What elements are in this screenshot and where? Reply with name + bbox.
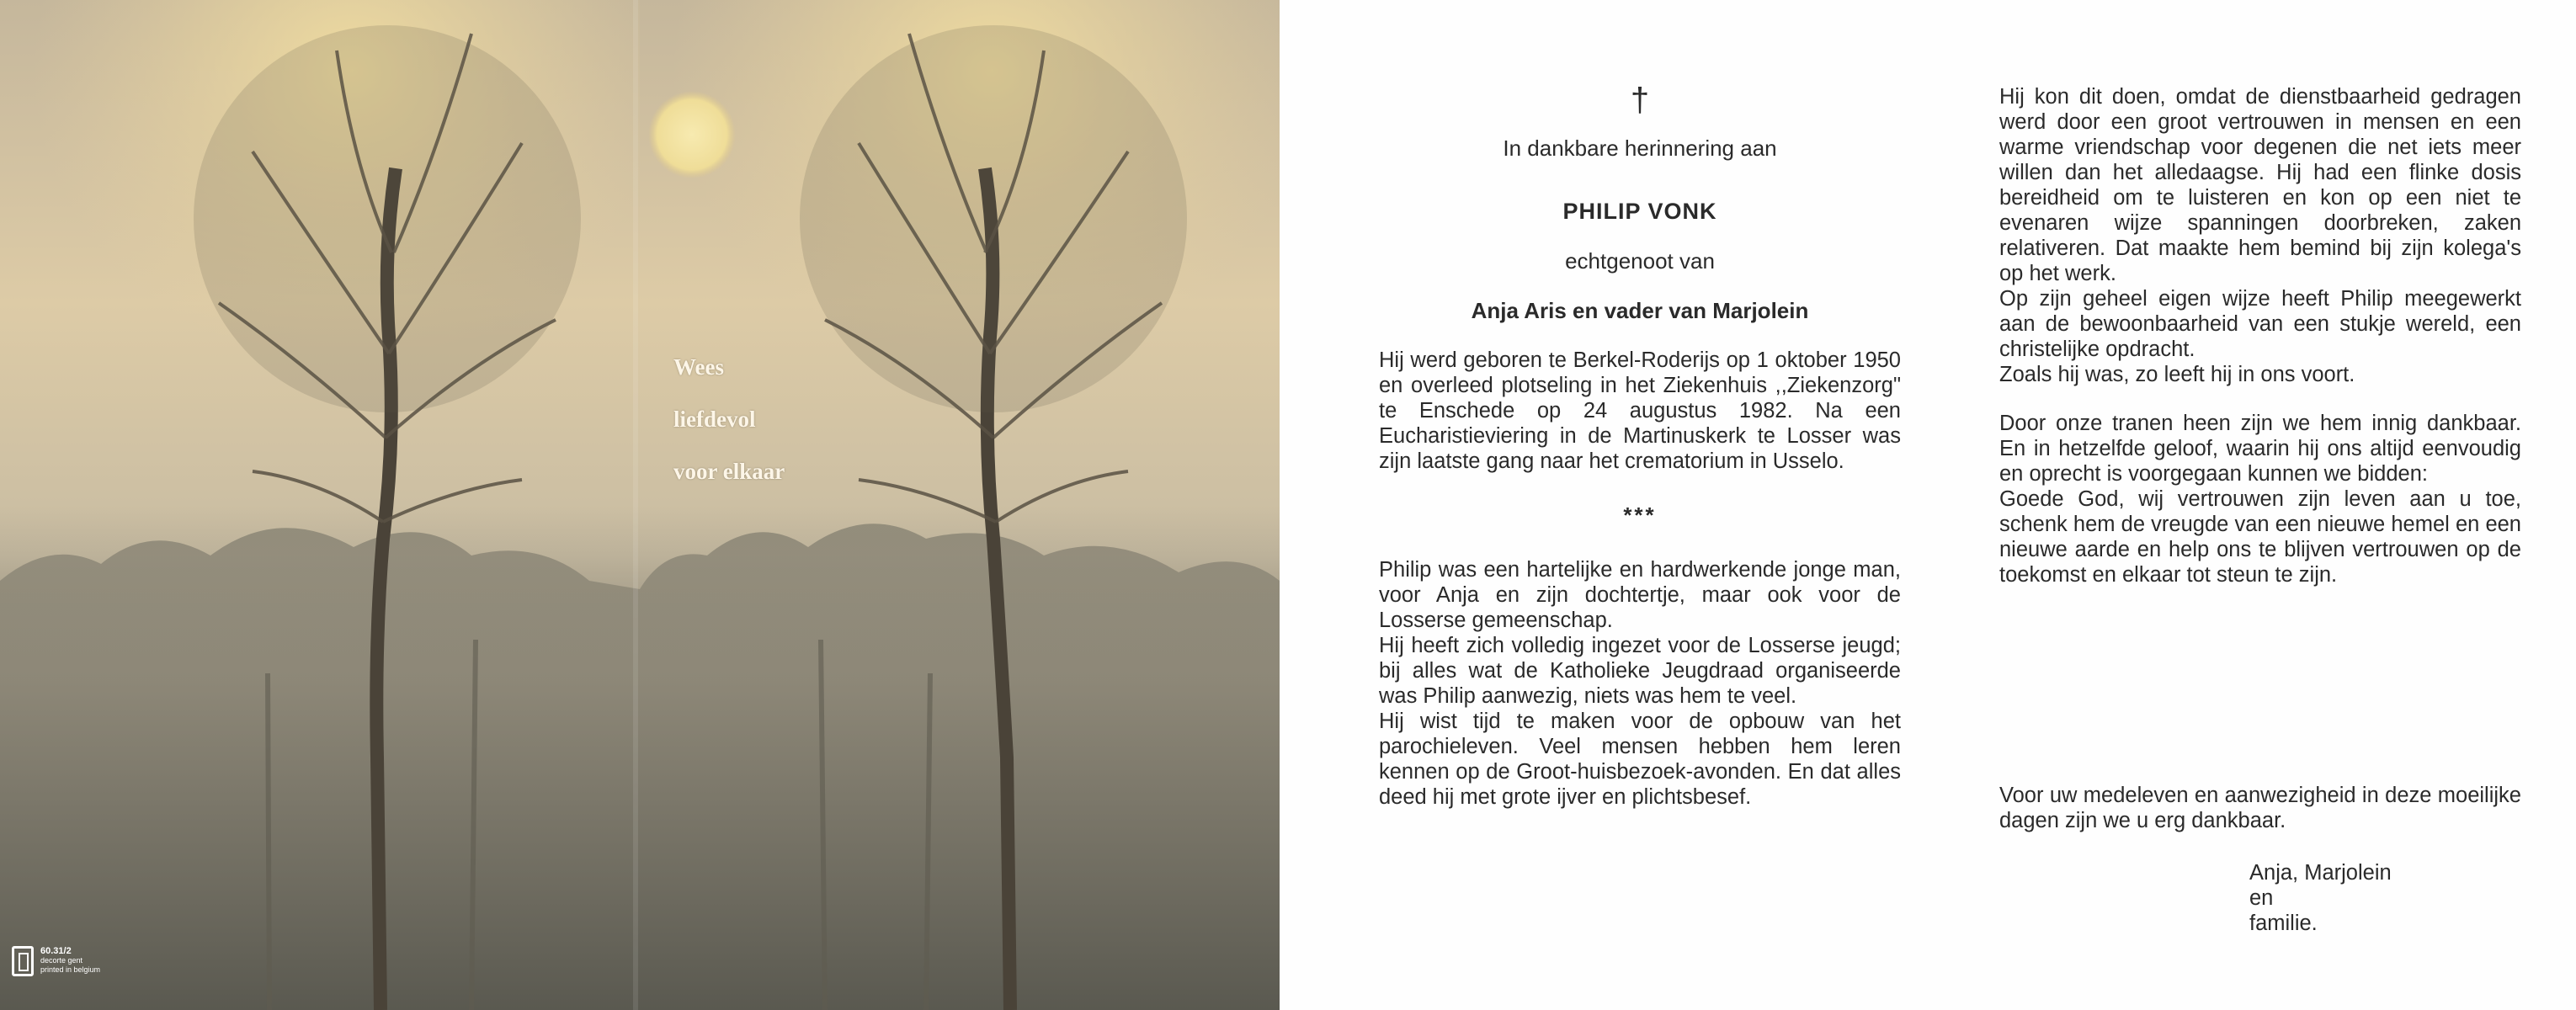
relation-text: echtgenoot van bbox=[1565, 248, 1715, 274]
logo-printed: printed in belgium bbox=[40, 965, 101, 974]
motto-line: Wees bbox=[673, 354, 724, 380]
biography-paragraph: Hij werd geboren te Berkel-Roderijs op 1 oktober 1950 en overleed plotseling in het Ziekenhuis ,,Ziekenzorg" te Enschede op 24 augustus 1982. Na een Eucharistieviering in de Martinuskerk te Losser was zijn laatste gang naar het crematorium in Usselo. bbox=[1379, 348, 1901, 473]
motto-line: liefdevol bbox=[673, 407, 756, 432]
tribute-paragraph bbox=[1379, 557, 1901, 810]
logo-publisher: decorte gent bbox=[40, 956, 83, 965]
motto-line: voor elkaar bbox=[673, 459, 785, 484]
inside-pages bbox=[1280, 0, 2576, 1010]
tribute-line: Hij heeft zich volledig ingezet voor de Losserse jeugd; bij alles wat de Katholieke Jeugdraad organiseerde was Philip aanwezig, niets was hem te veel. bbox=[1379, 634, 1901, 708]
signature-line: familie. bbox=[2249, 912, 2318, 935]
card-fold bbox=[633, 0, 638, 1010]
tribute-line: Hij kon dit doen, omdat de dienstbaarheid gedragen werd door een groot vertrouwen in mensen en een warme vriendschap voor degenen die net iets meer willen dan het alledaagse. Hij had een flinke dosis bereidheid om te luisteren en kon op een niet te evenaren wijze spanningen doorbreken, zaken relativeren. Dat maakte hem bemind bij zijn kolega's op het werk. bbox=[1999, 85, 2521, 285]
cross-icon: † bbox=[1630, 82, 1650, 119]
tribute-line: Zoals hij was, zo leeft hij in ons voort. bbox=[1999, 363, 2355, 386]
tribute-line: Philip was een hartelijke en hardwerkende jonge man, voor Anja en zijn dochtertje, maar ook voor de Losserse gemeenschap. bbox=[1379, 558, 1901, 632]
tribute-continued bbox=[1999, 84, 2521, 387]
spouse-text: Anja Aris en vader van Marjolein bbox=[1471, 298, 1809, 323]
right-column bbox=[1999, 84, 2521, 587]
publisher-logo bbox=[12, 946, 100, 976]
prayer-text: Goede God, wij vertrouwen zijn leven aan u toe, schenk hem de vreugde van een nieuwe hemel en een nieuwe aarde en help ons te blijven vertrouwen op de toekomst en elkaar tot steun te zijn. bbox=[1999, 487, 2521, 587]
deceased-name: PHILIP VONK bbox=[1562, 199, 1717, 224]
signature bbox=[2249, 860, 2418, 936]
logo-code: 60.31/2 bbox=[40, 946, 72, 956]
publisher-logo-icon bbox=[12, 946, 34, 976]
cover-motto bbox=[673, 328, 785, 511]
left-column bbox=[1379, 80, 1901, 810]
misty-trees-photo bbox=[0, 0, 1280, 1010]
tribute-line: Hij wist tijd te maken voor de opbouw van het parochieleven. Veel mensen hebben hem leren kennen op de Groot-huisbezoek-avonden. En dat alles deed hij met grote ijver en plichtsbesef. bbox=[1379, 710, 1901, 809]
signature-line: Anja, Marjolein en bbox=[2249, 861, 2392, 910]
prayer-intro: Door onze tranen heen zijn we hem innig dankbaar. En in hetzelfde geloof, waarin hij ons altijd eenvoudig en oprecht is voorgegaan kunnen we bidden: bbox=[1999, 412, 2521, 486]
separator: *** bbox=[1623, 502, 1657, 528]
tribute-line: Op zijn geheel eigen wijze heeft Philip meegewerkt aan de bewoonbaarheid van een stukje wereld, een christelijke opdracht. bbox=[1999, 287, 2521, 361]
prayer-paragraph bbox=[1999, 411, 2521, 587]
intro-text: In dankbare herinnering aan bbox=[1503, 136, 1777, 161]
thanks-text: Voor uw medeleven en aanwezigheid in deze moeilijke dagen zijn we u erg dankbaar. bbox=[1999, 784, 2521, 832]
